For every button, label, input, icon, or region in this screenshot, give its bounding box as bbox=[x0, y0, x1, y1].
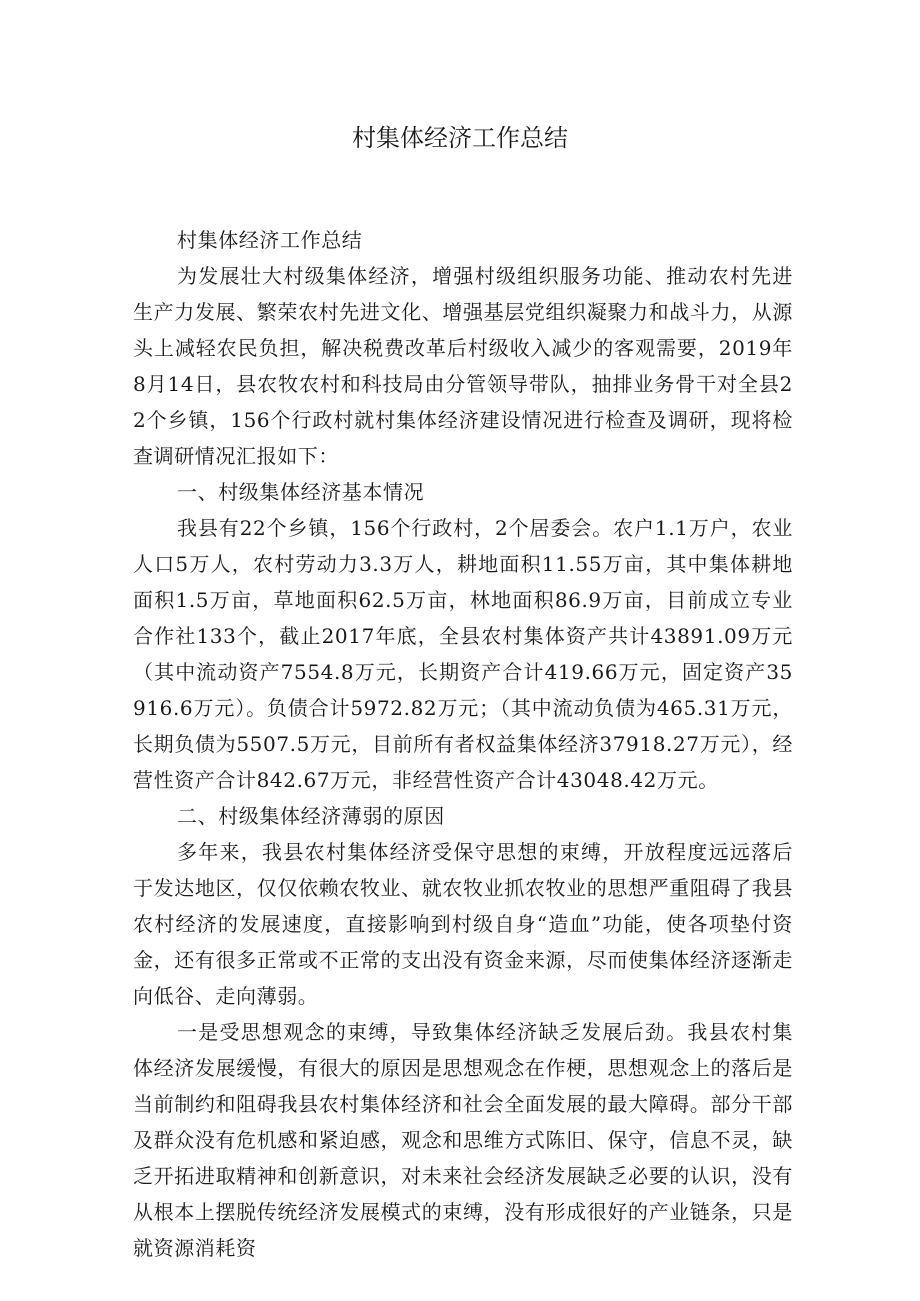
paragraph-intro: 为发展壮大村级集体经济，增强村级组织服务功能、推动农村先进生产力发展、繁荣农村先进文化、增强基层党组织凝聚力和战斗力，从源头上减轻农民负担，解决税费改革后村级收入减少的客观需要，2019年8月14日，县农牧农村和科技局由分管领导带队，抽排业务骨干对全县22个乡镇，156个行政村就村集体经济建设情况进行检查及调研，现将检查调研情况汇报如下： bbox=[133, 264, 793, 468]
paragraph-basic-situation: 我县有22个乡镇，156个行政村，2个居委会。农户1.1万户，农业人口5万人，农村劳动力3.3万人，耕地面积11.55万亩，其中集体耕地面积1.5万亩，草地面积62.5万亩，林地面积86.9万亩，目前成立专业合作社133个，截止2017年底，全县农村集体资产共计43891.09万元（其中流动资产7554.8万元，长期资产合计419.66万元，固定资产35916.6万元）。负债合计5972.82万元；（其中流动负债为465.31万元，长期负债为5507.5万元，目前所有者权益集体经济37918.27万元），经营性资产合计842.67万元，非经营性资产合计43048.42万元。 bbox=[133, 516, 793, 792]
document-title: 村集体经济工作总结 bbox=[352, 124, 568, 152]
paragraph-heading: 村集体经济工作总结 bbox=[177, 228, 363, 252]
paragraph-first-cause: 一是受思想观念的束缚，导致集体经济缺乏发展后劲。我县农村集体经济发展缓慢，有很大的原因是思想观念在作梗，思想观念上的落后是当前制约和阻碍我县农村集体经济和社会全面发展的最大障碍。部分干部及群众没有危机感和紧迫感，观念和思维方式陈旧、保守，信息不灵，缺乏开拓进取精神和创新意识，对未来社会经济发展缺乏必要的认识，没有从根本上摆脱传统经济发展模式的束缚，没有形成很好的产业链条，只是就资源消耗资 bbox=[133, 1020, 793, 1260]
section-heading-1: 一、村级集体经济基本情况 bbox=[177, 480, 425, 504]
section-heading-2: 二、村级集体经济薄弱的原因 bbox=[177, 804, 445, 828]
paragraph-causes: 多年来，我县农村集体经济受保守思想的束缚，开放程度远远落后于发达地区，仅仅依赖农牧业、就农牧业抓农牧业的思想严重阻碍了我县农村经济的发展速度，直接影响到村级自身“造血”功能，使各项垫付资金，还有很多正常或不正常的支出没有资金来源，尽而使集体经济逐渐走向低谷、走向薄弱。 bbox=[133, 840, 793, 1008]
document-body bbox=[133, 222, 793, 1266]
